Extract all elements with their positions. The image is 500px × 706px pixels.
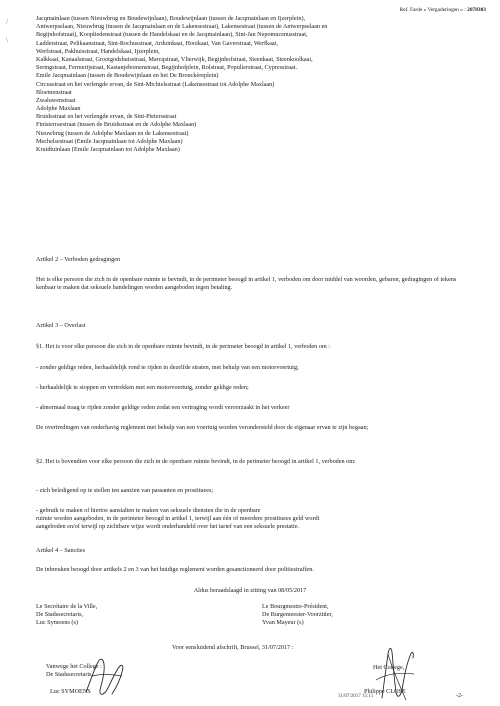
article-2-heading: Artikel 2 – Verboden gedragingen xyxy=(36,256,121,263)
signatory-name-left: Luc SYMOENS xyxy=(50,688,91,695)
article-4-heading: Artikel 4 – Sancties xyxy=(36,547,85,554)
article-3-item: - zonder geldige reden, herhaaldelijk rond te rijden in dezelfde straten, met behulp van een motorvoertuig; xyxy=(36,364,299,371)
street-line: Begijnhofstraat), Koopliedenstraat (tussen de Handelskaai en de Jacqmainlaan), Sint-Jan Nepomucenusstraat, xyxy=(36,31,308,39)
article-3-item: - zich beledigend op te stellen ten aanzien van passanten en prostituees; xyxy=(36,487,214,494)
article-3-item-line: aangeboden en/of terwijl op zichtbare wijze wordt onderhandeld over het tarief van een seksuele prestatie. xyxy=(36,523,300,531)
street-line: Antwerpselaan, Nieuwbrug (tussen de Jacqmainlaan en de Lakensestraat), Lakensestraat (tussen de Antwerpselaan en xyxy=(36,23,328,31)
college-sign-line: Vanwege het College : xyxy=(46,663,102,670)
footer-timestamp: 31/07/2017 15:11 xyxy=(338,694,374,699)
session-line: Aldus beraadslaagd in zitting van 08/05/2017 xyxy=(193,587,307,594)
article-3-item: - herhaaldelijk te stoppen en vertrekken met een motorvoertuig, zonder geldige reden; xyxy=(36,384,249,391)
street-line: Nieuwbrug (tussen de Adolphe Maxlaan en de Lakensestraat) xyxy=(36,129,189,137)
secretary-line: Le Secrétaire de la Ville, xyxy=(36,603,98,610)
mayor-block xyxy=(262,603,333,628)
street-line: Circusstraat en het verlengde ervan, de Sint-Michielsstraat (Lakensestraat tot Adolphe Maxlaan) xyxy=(36,80,275,88)
secretary-block xyxy=(36,603,97,628)
signatory-name-right: Philippe CLOSE xyxy=(364,688,406,695)
street-line: Adolphe Maxlaan xyxy=(36,105,81,113)
reference-header xyxy=(400,7,487,14)
street-line: Zwaluwenstraat xyxy=(36,96,76,104)
mayor-line: Yvan Mayeur (s) xyxy=(262,619,304,627)
street-line: Jacqmainlaan (tussen Nieuwbrug en Boudewijnlaan), Boudewijnlaan (tussen de Jacqmainlaan en Ijzerplein), xyxy=(36,15,306,22)
mayor-line: Le Bourgmestre-Président, xyxy=(262,603,329,610)
article-3-item: - abnormaal traag te rijden zonder geldige reden zodat een vertraging wordt veroorzaakt in het verkeer xyxy=(36,404,290,411)
article-3-heading: Artikel 3 – Overlast xyxy=(36,322,86,329)
street-line: Emile Jacqmainlaan (tussen de Boudewijnlaan en het De Brouckèreplein) xyxy=(36,72,219,80)
margin-mark: / xyxy=(6,18,8,26)
article-3-paragraph-2: De overtredingen van onderhavig reglement met behulp van een voertuig worden verondersteld door de eigenaar ervan te zijn begaan; xyxy=(36,424,369,431)
article-3-paragraph-1: §1. Het is voor elke persoon die zich in de openbare ruimte bevindt, in de perimeter beoogd in artikel 1, verboden om : xyxy=(36,343,330,350)
copy-line: Voor eensluidend afschrift, Brussel, 31/07/2017 : xyxy=(172,644,294,651)
street-line: Seringstraat, Fermerijstraat, Kastanjebomenstraat, Begijnhofplein, Rolstraat, Populierstraat, Cypresstraat. xyxy=(36,64,298,72)
secretary-line: Luc Symoens (s) xyxy=(36,619,78,627)
street-line: Ladderstraat, Pelikaanstraat, Sint-Rochusstraat, Arduinkaai, Hooikaai, Van Gaverstraat, Werfkaai, xyxy=(36,39,278,47)
mayor-line: De Burgemeester-Voorzitter, xyxy=(262,611,333,619)
street-list xyxy=(36,15,466,154)
college-sign-line: De Stadssecretaris, xyxy=(46,671,94,679)
article-2-text: Het is elke persoon die zich in de openbare ruimte te bevindt, in de perimeter beoogd in artikel 1, verboden om door middel van woorden, gebaren, gedragingen of tekens kenbaar te maken dat seksuele handelingen worden aangeboden tegen betaling. xyxy=(36,276,457,292)
article-3-item-line: ruimte worden aangeboden, in de perimeter beoogd in artikel 1, terwijl aan één of meerdere prostituees geld wordt xyxy=(36,515,320,523)
article-3-item-line: - gebruik te maken of hiertoe aanstalten te maken van seksuele diensten die in de openbare xyxy=(36,507,261,514)
street-line: Bloemenstraat xyxy=(36,88,72,96)
street-line: Kruidtuinlaan (Emile Jacqmainlaan tot Adolphe Maxlaan) xyxy=(36,146,180,153)
street-line: Kalkkaai, Kanaalstraat, Grootgodshuisstraat, Marcqstraat, Vlierwijk, Begijnhofstraat, Steenkaai, Steenkoolkaai, xyxy=(36,55,313,63)
street-line: Werfstraat, Pakhuisstraat, Handelskaai, Ijzerplein, xyxy=(36,47,160,55)
reference-label: Ref. Farde « Vergaderingen » : xyxy=(399,7,466,13)
signature-luc-symoens xyxy=(82,652,128,700)
college-label: Het College, xyxy=(373,664,405,671)
article-3-paragraph-3: §2. Het is bovendien voor elke persoon die zich in de openbare ruimte bevindt, in de perimeter beoogd in artikel 1, verboden om: xyxy=(36,458,356,465)
article-4-text: De inbreuken beoogd door artikels 2 en 3 van het huidige reglement worden gesanctioneerd door politiestraffen. xyxy=(36,566,314,573)
reference-number: 2078383 xyxy=(467,7,486,13)
article-3-item xyxy=(36,507,466,532)
street-line: Mechelsestraat (Emile Jacqmainlaan tot Adolphe Maxlaan) xyxy=(36,137,183,145)
signature-philippe-close xyxy=(368,638,422,704)
street-line: Bruidsstraat en het verlengde ervan, de Sint-Pietersstraat xyxy=(36,113,177,121)
margin-mark: \ xyxy=(6,36,8,44)
street-line: Finisterraestraat (tussen de Bruidsstraat en de Adolphe Maxlaan) xyxy=(36,121,197,129)
secretary-line: De Stadssecretaris, xyxy=(36,611,84,619)
page-number: -2- xyxy=(456,693,463,699)
